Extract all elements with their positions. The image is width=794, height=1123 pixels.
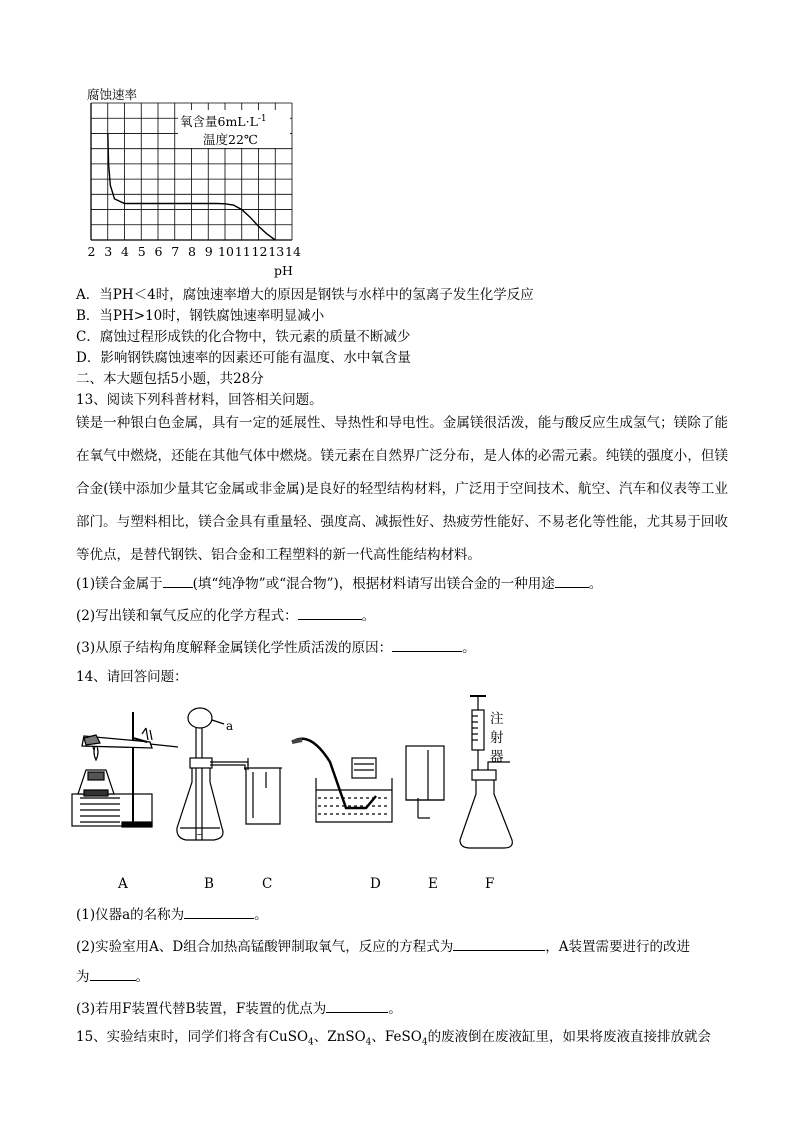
svg-text:∽: ∽ bbox=[196, 830, 203, 839]
apparatus-label-b: B bbox=[204, 876, 214, 892]
x-tick-label: 12 bbox=[251, 244, 268, 259]
apparatus-e bbox=[406, 746, 444, 818]
x-tick-label: 2 bbox=[87, 244, 96, 259]
answer-blank[interactable] bbox=[326, 998, 388, 1013]
q14-sub2: (2)实验室用A、D组合加热高锰酸钾制取氧气，反应的方程式为 ，A装置需要进行的改进 bbox=[76, 936, 690, 957]
q13-sub1: (1)镁合金属于 (填“纯净物”或“混合物”)，根据材料请写出镁合金的一种用途 。 bbox=[76, 573, 602, 594]
chart-annotation-oxygen: 氧含量$6mL\cdot L^{-1}$ bbox=[180, 113, 267, 129]
q13-passage: 镁是一种银白色金属，具有一定的延展性、导热性和导电性。金属镁很活泼，能与酸反应生成氢气；镁除了能在氧气中燃烧，还能在其他气体中燃烧。镁元素在自然界广泛分布，是人体的必需元素。纯镁的强度小，但镁合金(镁中添加少量其它金属或非金属)是良好的轻型结构材料，广泛用于空间技术、航空、汽车和仪表等工业部门。与塑料相比，镁合金具有重量轻、强度高、减振性好、热疲劳性能好、不易老化等性能，尤其易于回收等优点，是替代钢铁、铝合金和工程塑料的新一代高性能结构材料。 bbox=[76, 415, 728, 563]
chart-ylabel: 腐蚀速率 bbox=[87, 87, 138, 102]
answer-blank[interactable] bbox=[555, 573, 589, 588]
x-tick-label: 6 bbox=[154, 244, 163, 259]
label-a: a bbox=[226, 719, 234, 733]
chart-plot bbox=[0, 0, 794, 300]
q15-stem: 15、实验结束时，同学们将含有CuSO$_4$、ZnSO$_4$、FeSO$_4$的废液倒在废液缸里，如果将废液直接排放就会 bbox=[76, 1029, 712, 1048]
apparatus-label-e: E bbox=[428, 876, 438, 892]
chart-annotation-temperature: 温度22℃ bbox=[203, 132, 258, 147]
x-tick-label: 3 bbox=[104, 244, 113, 259]
q13-sub3: (3)从原子结构角度解释金属镁化学性质活泼的原因： 。 bbox=[76, 637, 476, 658]
q13-stem: 13、阅读下列科普材料，回答相关问题。 bbox=[76, 392, 323, 408]
answer-blank[interactable] bbox=[453, 936, 545, 951]
apparatus-figure bbox=[0, 690, 794, 860]
x-tick-label: 11 bbox=[234, 244, 251, 259]
apparatus-b bbox=[177, 708, 248, 840]
apparatus-a bbox=[72, 712, 178, 827]
chart-xlabel: pH bbox=[274, 263, 293, 278]
q14-sub3: (3)若用F装置代替B装置，F装置的优点为 。 bbox=[76, 998, 402, 1019]
q13-sub2: (2)写出镁和氧气反应的化学方程式： 。 bbox=[76, 605, 375, 626]
answer-blank[interactable] bbox=[298, 605, 362, 620]
q14-sub1: (1)仪器a的名称为 。 bbox=[76, 904, 268, 925]
option-a: A．当PH＜4时，腐蚀速率增大的原因是钢铁与水样中的氢离子发生化学反应 bbox=[76, 287, 534, 303]
x-tick-label: 5 bbox=[137, 244, 146, 259]
x-tick-label: 7 bbox=[171, 244, 180, 259]
answer-blank[interactable] bbox=[163, 573, 193, 588]
apparatus-c bbox=[244, 758, 282, 824]
q14-sub2-cont: 为 。 bbox=[76, 966, 149, 987]
apparatus-label-d: D bbox=[370, 876, 381, 892]
x-tick-label: 4 bbox=[121, 244, 129, 259]
x-tick-label: 14 bbox=[285, 244, 301, 259]
x-tick-label: 13 bbox=[268, 244, 285, 259]
apparatus-f bbox=[460, 696, 512, 848]
option-d: D．影响钢铁腐蚀速率的因素还可能有温度、水中氧含量 bbox=[76, 350, 411, 366]
x-tick-label: 9 bbox=[204, 244, 213, 259]
option-c: C．腐蚀过程形成铁的化合物中，铁元素的质量不断减少 bbox=[76, 329, 411, 345]
apparatus-label-c: C bbox=[262, 876, 273, 892]
apparatus-d bbox=[292, 739, 392, 822]
answer-blank[interactable] bbox=[392, 637, 462, 652]
apparatus-label-f: F bbox=[485, 876, 495, 892]
q14-stem: 14、请回答问题： bbox=[76, 669, 188, 685]
option-b: B．当PH>10时，钢铁腐蚀速率明显减小 bbox=[76, 308, 325, 324]
answer-blank[interactable] bbox=[90, 966, 136, 981]
section-heading: 二、本大题包括5小题，共28分 bbox=[76, 371, 264, 387]
x-tick-label: 10 bbox=[218, 244, 234, 259]
apparatus-label-a: A bbox=[118, 876, 128, 892]
x-tick-label: 8 bbox=[188, 244, 196, 259]
answer-blank[interactable] bbox=[184, 904, 254, 919]
